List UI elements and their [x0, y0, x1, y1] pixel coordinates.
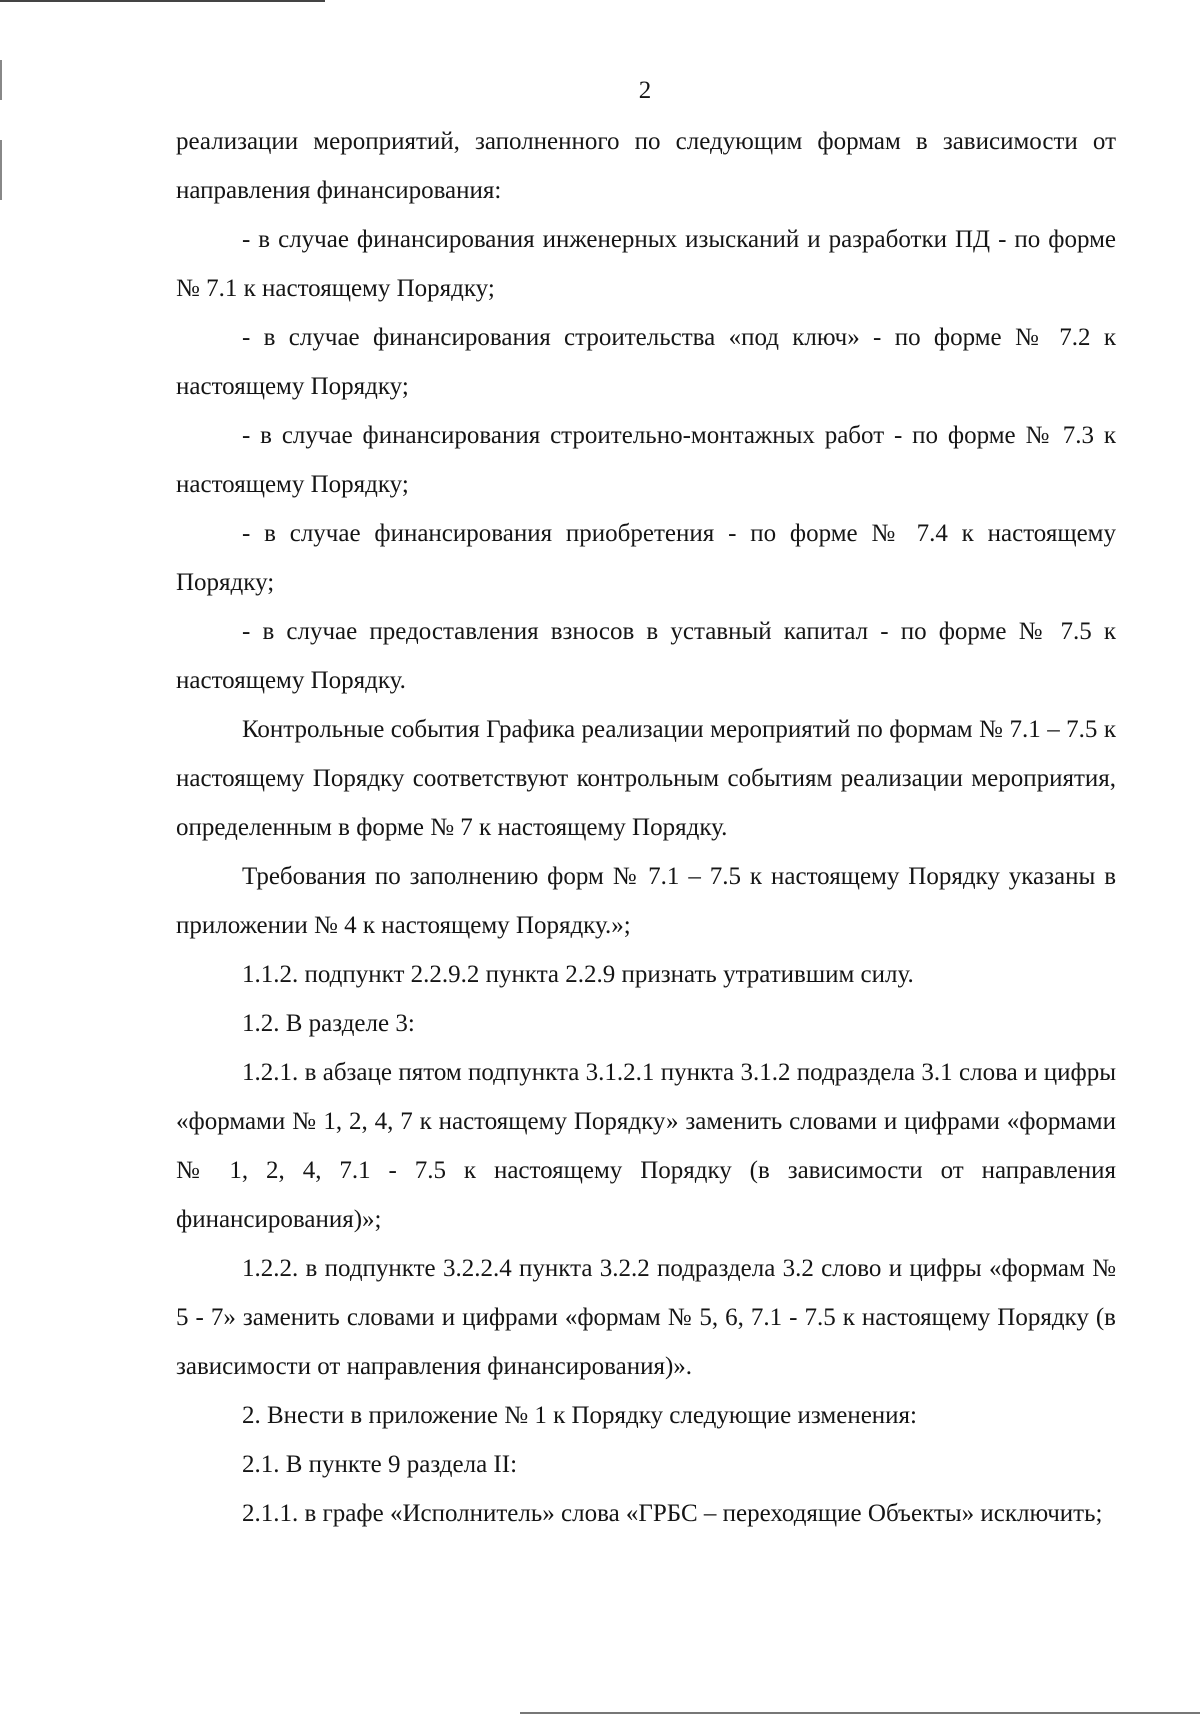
document-body	[176, 117, 1116, 1538]
paragraph: Требования по заполнению форм № 7.1 – 7.5 к настоящему Порядку указаны в приложении № 4 к настоящему Порядку.»;	[176, 863, 1116, 939]
paragraph: 2.1.1. в графе «Исполнитель» слова «ГРБС – переходящие Объекты» исключить;	[242, 1500, 1103, 1527]
scan-border-top	[0, 0, 325, 2]
paragraph: 2.1. В пункте 9 раздела II:	[242, 1451, 518, 1478]
paragraph: 1.2. В разделе 3:	[242, 1010, 415, 1037]
paragraph: - в случае финансирования строительно-монтажных работ - по форме № 7.3 к настоящему Порядку;	[176, 422, 1116, 498]
paragraph: - в случае финансирования приобретения - по форме № 7.4 к настоящему Порядку;	[176, 520, 1116, 596]
paragraph: 1.2.2. в подпункте 3.2.2.4 пункта 3.2.2 подраздела 3.2 слово и цифры «формам № 5 - 7» заменить словами и цифрами «формам № 5, 6, 7.1 - 7.5 к настоящему Порядку (в зависимости от направления финансирования)».	[176, 1255, 1116, 1380]
paragraph: 1.1.2. подпункт 2.2.9.2 пункта 2.2.9 признать утратившим силу.	[242, 961, 914, 988]
page-number: 2	[638, 77, 652, 104]
paragraph: реализации мероприятий, заполненного по следующим формам в зависимости от направления финансирования:	[176, 128, 1116, 204]
scan-edge-mark	[0, 140, 2, 200]
paragraph: Контрольные события Графика реализации мероприятий по формам № 7.1 – 7.5 к настоящему Порядку соответствуют контрольным событиям реализации мероприятия, определенным в форме № 7 к настоящему Порядку.	[176, 716, 1116, 841]
paragraph: - в случае предоставления взносов в уставный капитал - по форме № 7.5 к настоящему Порядку.	[176, 618, 1116, 694]
paragraph: - в случае финансирования инженерных изысканий и разработки ПД - по форме № 7.1 к настоящему Порядку;	[176, 226, 1116, 302]
scan-border-bottom	[520, 1712, 1200, 1714]
paragraph: 2. Внести в приложение № 1 к Порядку следующие изменения:	[242, 1402, 917, 1429]
paragraph: - в случае финансирования строительства «под ключ» - по форме № 7.2 к настоящему Порядку;	[176, 324, 1116, 400]
paragraph: 1.2.1. в абзаце пятом подпункта 3.1.2.1 пункта 3.1.2 подраздела 3.1 слова и цифры «формами № 1, 2, 4, 7 к настоящему Порядку» заменить словами и цифрами «формами № 1, 2, 4, 7.1 - 7.5 к настоящему Порядку (в зависимости от направления финансирования)»;	[176, 1059, 1116, 1233]
